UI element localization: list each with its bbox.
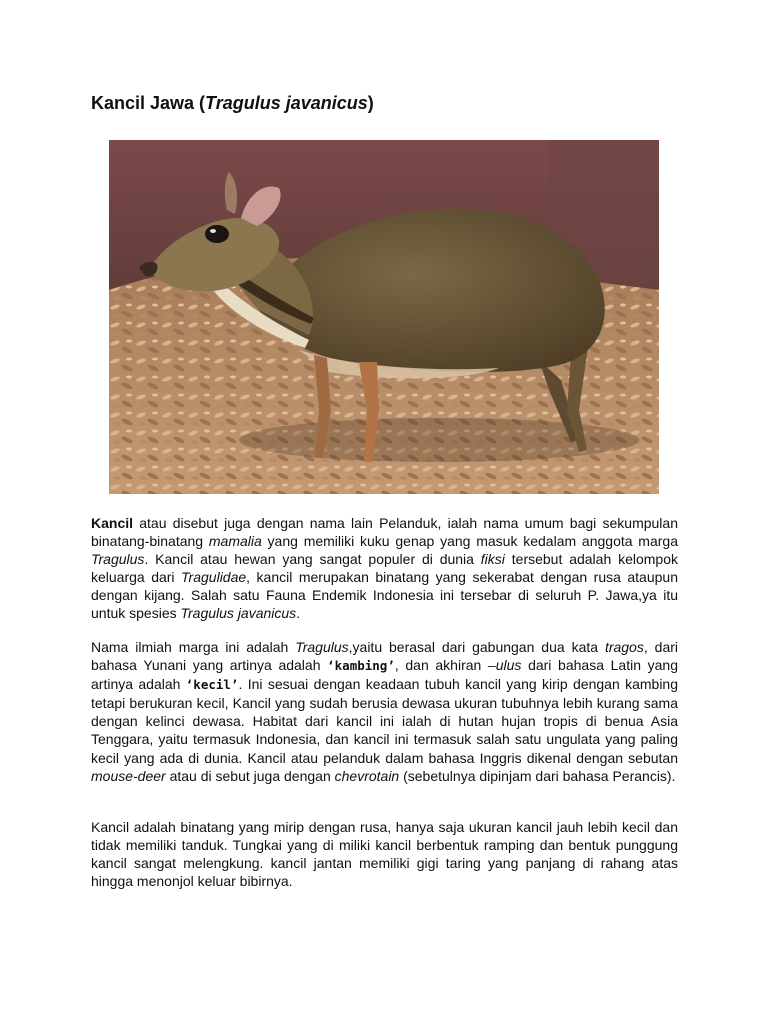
paragraph-description [91, 818, 678, 890]
p2-text-3: , dari bahasa Yunani yang artinya adalah [91, 639, 679, 674]
p1-text-6: . [296, 605, 301, 622]
p2-text-1: Nama ilmiah marga ini adalah [91, 639, 296, 655]
term-kambing: ‘kambing’ [327, 658, 395, 674]
term-tragulus-javanicus: Tragulus javanicus [180, 605, 297, 622]
title-scientific-name: Tragulus javanicus [205, 93, 368, 113]
term-kecil: ‘kecil’ [185, 677, 239, 693]
term-tragos: tragos [604, 639, 644, 655]
term-kancil: Kancil [91, 515, 134, 531]
paragraph-intro [91, 514, 678, 623]
title-suffix: ) [367, 93, 374, 113]
term-tragulus-2: Tragulus [295, 639, 349, 655]
p2-text-2: ,yaitu berasal dari gabungan dua kata [348, 639, 605, 655]
kancil-illustration [109, 140, 659, 494]
term-tragulus: Tragulus [91, 551, 145, 568]
p1-text-4: tersebut adalah kelompok keluarga dari [91, 551, 678, 586]
p2-text-8: (sebetulnya dipinjam dari bahasa Perancis). [399, 767, 676, 784]
term-fiksi: fiksi [480, 551, 505, 568]
page-title [91, 93, 374, 114]
kancil-photo [109, 140, 659, 494]
p3-text-1: Kancil adalah binatang yang mirip dengan rusa, hanya saja ukuran kancil jauh lebih kecil dan tidak memiliki tanduk. Tungkai yang di miliki kancil berbentuk ramping dan bentuk punggung kancil sangat melengkung. kancil jantan memiliki gigi taring yang panjang di rahang atas hingga menonjol keluar bibirnya. [91, 819, 678, 890]
term-ulus: –ulus [487, 657, 522, 674]
p2-text-5: dari bahasa Latin yang artinya adalah [91, 657, 678, 693]
p1-text-1: atau disebut juga dengan nama lain Pelanduk, ialah nama umum bagi sekumpulan binatang-binatang [91, 515, 678, 550]
p2-text-6: . Ini sesuai dengan keadaan tubuh kancil yang kirip dengan kambing tetapi berukuran kecil, Kancil yang sudah berusia dewasa ukuran tubuhnya lebih kurang sama dengan kelinci dewasa. Habitat dari kancil ini ialah di hutan hujan tropis di benua Asia Tenggara, yaitu termasuk Indonesia, dan kancil ini termasuk salah satu ungulata yang paling kecil yang ada di dunia. Kancil atau pelanduk dalam bahasa Inggris dikenal dengan sebutan [91, 676, 678, 766]
p2-text-4: , dan akhiran [394, 657, 488, 674]
paragraph-etymology [91, 638, 678, 785]
term-mamalia: mamalia [208, 533, 262, 550]
p2-text-7: atau di sebut juga dengan [165, 767, 335, 784]
p1-text-5: , kancil merupakan binatang yang sekerabat dengan rusa ataupun dengan kijang. Salah satu Fauna Endemik Indonesia ini tersebar di seluruh P. Jawa,ya itu untuk spesies [91, 569, 678, 622]
term-mouse-deer: mouse-deer [91, 767, 166, 784]
term-chevrotain: chevrotain [334, 767, 400, 784]
term-tragulidae: Tragulidae [181, 569, 247, 586]
p1-text-3: . Kancil atau hewan yang sangat populer di dunia [144, 551, 481, 568]
title-prefix: Kancil Jawa ( [91, 93, 206, 113]
p1-text-2: yang memiliki kuku genap yang masuk kedalam anggota marga [261, 533, 678, 550]
